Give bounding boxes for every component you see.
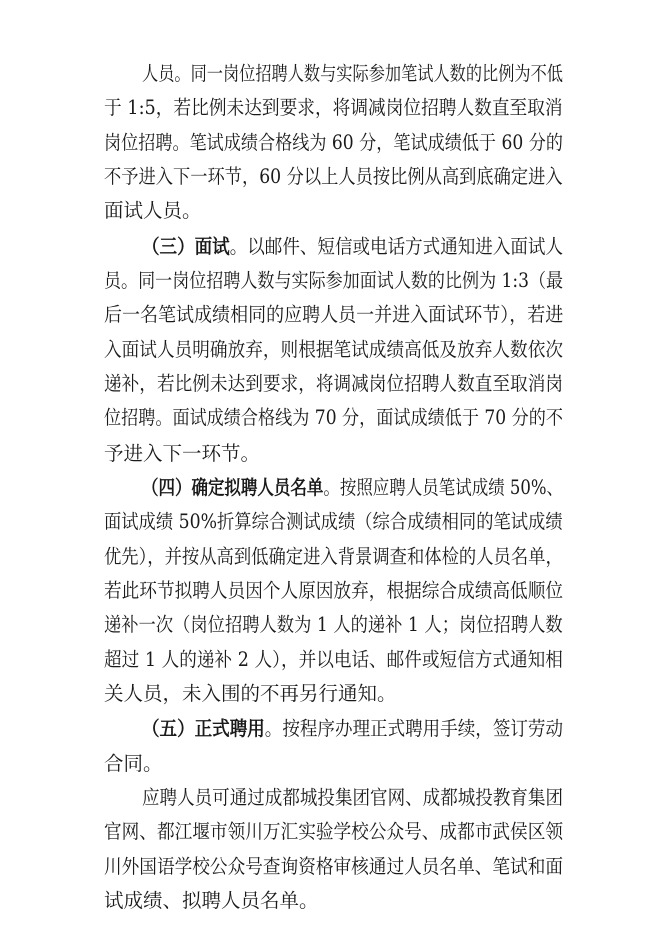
body-text: 官网、都江堰市领川万汇实验学校公众号、成都市武侯区领 <box>104 820 564 843</box>
paragraph-first-line <box>0 712 664 746</box>
body-text: 于 1:5，若比例未达到要求，将调减岗位招聘人数直至取消 <box>104 96 563 119</box>
paragraph-line <box>0 194 664 228</box>
body-text: 超过 1 人的递补 2 人），并以电话、邮件或短信方式通知相 <box>104 648 563 671</box>
paragraph-line <box>0 574 664 608</box>
body-text: 人员。同一岗位招聘人数与实际参加笔试人数的比例为不低 <box>142 62 564 85</box>
body-text: 应聘人员可通过成都城投集团官网、成都城投教育集团 <box>142 786 564 809</box>
body-text: 关人员，未入围的不再另行通知。 <box>104 682 397 705</box>
body-text: 递补一次（岗位招聘人数为 1 人的递补 1 人；岗位招聘人数 <box>104 613 563 636</box>
paragraph-line <box>0 850 664 884</box>
paragraph-first-line <box>0 57 664 91</box>
paragraph-line <box>0 91 664 125</box>
body-text: 位招聘。面试成绩合格线为 70 分，面试成绩低于 70 分的不 <box>104 406 563 429</box>
paragraph-line <box>0 608 664 642</box>
paragraph-line <box>0 747 664 781</box>
paragraph-line <box>0 160 664 194</box>
body-text: 川外国语学校公众号查询资格审核通过人员名单、笔试和面 <box>104 855 564 878</box>
body-text: 若此环节拟聘人员因个人原因放弃，根据综合成绩高低顺位 <box>104 579 564 602</box>
paragraph-line <box>0 333 664 367</box>
body-text: 。按照应聘人员笔试成绩 50%、 <box>323 476 564 499</box>
paragraph-line <box>0 126 664 160</box>
paragraph-first-line <box>0 781 664 815</box>
paragraph-line <box>0 677 664 711</box>
paragraph-line <box>0 437 664 471</box>
body-text: 员。同一岗位招聘人数与实际参加面试人数的比例为 1:3（最 <box>104 269 564 292</box>
section-heading: （三）面试 <box>142 235 230 258</box>
paragraph-line <box>0 643 664 677</box>
paragraph-line <box>0 884 664 918</box>
body-text: 予进入下一环节。 <box>104 442 261 465</box>
body-text: 递补，若比例未达到要求，将调减岗位招聘人数直至取消岗 <box>104 372 564 395</box>
paragraph-first-line <box>0 471 664 505</box>
body-text: 优先），并按从高到低确定进入背景调查和体检的人员名单， <box>104 545 563 568</box>
body-text: 试成绩、拟聘人员名单。 <box>104 889 319 912</box>
paragraph-first-line <box>0 230 664 264</box>
body-text: 面试人员。 <box>104 199 202 222</box>
body-text: 。按程序办理正式聘用手续，签订劳动 <box>264 717 564 740</box>
body-text: 不予进入下一环节，60 分以上人员按比例从高到底确定进入 <box>104 165 563 188</box>
body-text: 面试成绩 50%折算综合测试成绩（综合成绩相同的笔试成绩 <box>104 510 563 533</box>
body-text: 。以邮件、短信或电话方式通知进入面试人 <box>229 235 564 258</box>
body-text: 合同。 <box>104 752 163 775</box>
section-heading: （五）正式聘用 <box>142 717 265 740</box>
paragraph-line <box>0 264 664 298</box>
paragraph-line <box>0 815 664 849</box>
paragraph-line <box>0 540 664 574</box>
body-text: 岗位招聘。笔试成绩合格线为 60 分，笔试成绩低于 60 分的 <box>104 131 563 154</box>
paragraph-line <box>0 367 664 401</box>
body-text: 后一名笔试成绩相同的应聘人员一并进入面试环节），若进 <box>104 303 564 326</box>
paragraph-line <box>0 401 664 435</box>
paragraph-line <box>0 298 664 332</box>
paragraph-line <box>0 505 664 539</box>
section-heading: （四）确定拟聘人员名单 <box>142 476 324 499</box>
body-text: 入面试人员明确放弃，则根据笔试成绩高低及放弃人数依次 <box>104 338 564 361</box>
